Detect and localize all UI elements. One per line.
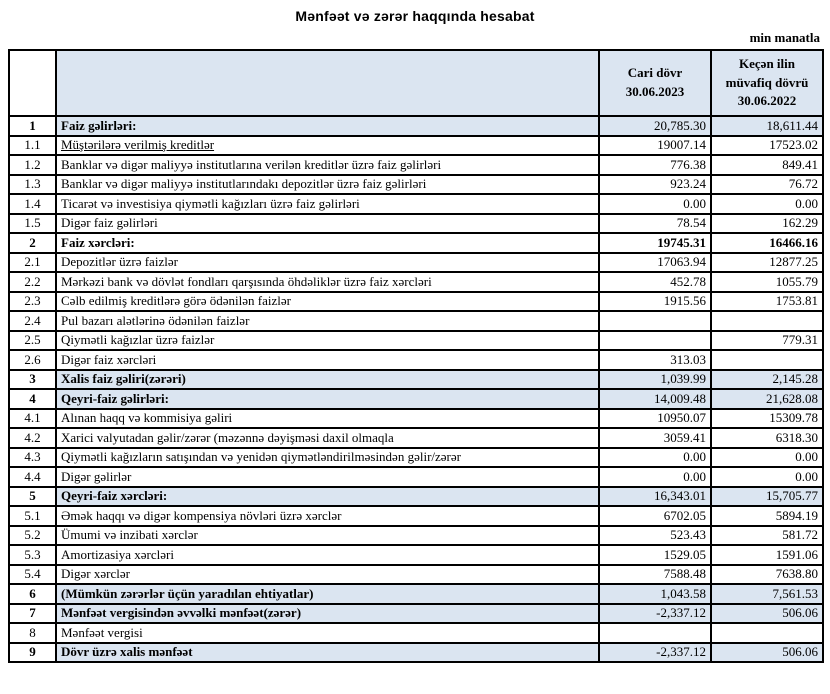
value-previous-cell: 506.06 xyxy=(711,604,823,624)
value-current-cell xyxy=(599,331,711,351)
value-previous-cell: 506.06 xyxy=(711,643,823,663)
value-previous-cell: 6318.30 xyxy=(711,428,823,448)
value-previous-cell: 15,705.77 xyxy=(711,487,823,507)
row-number-cell: 5 xyxy=(9,487,56,507)
value-current-cell: 1915.56 xyxy=(599,292,711,312)
row-label-cell: Faiz xərcləri: xyxy=(56,233,599,253)
value-current-cell: 78.54 xyxy=(599,214,711,234)
value-current-cell: 0.00 xyxy=(599,448,711,468)
value-previous-cell: 779.31 xyxy=(711,331,823,351)
value-previous-cell: 5894.19 xyxy=(711,506,823,526)
row-label-cell: Dövr üzrə xalis mənfəət xyxy=(56,643,599,663)
row-number-cell: 2.5 xyxy=(9,331,56,351)
table-row xyxy=(9,584,823,604)
value-current-cell: 7588.48 xyxy=(599,565,711,585)
table-row xyxy=(9,487,823,507)
value-previous-cell: 162.29 xyxy=(711,214,823,234)
row-number-cell: 5.1 xyxy=(9,506,56,526)
table-row xyxy=(9,604,823,624)
value-previous-cell: 16466.16 xyxy=(711,233,823,253)
table-row xyxy=(9,194,823,214)
value-current-cell: 452.78 xyxy=(599,272,711,292)
value-current-cell: 523.43 xyxy=(599,526,711,546)
value-current-cell: 1,039.99 xyxy=(599,370,711,390)
row-number-cell: 1.1 xyxy=(9,136,56,156)
value-previous-cell: 7638.80 xyxy=(711,565,823,585)
row-number-cell: 2.2 xyxy=(9,272,56,292)
row-label-cell: Ümumi və inzibati xərclər xyxy=(56,526,599,546)
row-label-cell: Banklar və digər maliyyə institutlarına verilən kreditlər üzrə faiz gəlirləri xyxy=(56,155,599,175)
header-label-cell xyxy=(56,50,599,116)
row-number-cell: 6 xyxy=(9,584,56,604)
value-previous-cell: 21,628.08 xyxy=(711,389,823,409)
row-label-cell: Qeyri-faiz gəlirləri: xyxy=(56,389,599,409)
value-current-cell: 3059.41 xyxy=(599,428,711,448)
value-current-cell: 0.00 xyxy=(599,467,711,487)
value-current-cell xyxy=(599,311,711,331)
value-current-cell: -2,337.12 xyxy=(599,643,711,663)
value-previous-cell: 17523.02 xyxy=(711,136,823,156)
row-label-cell: Digər faiz xərcləri xyxy=(56,350,599,370)
table-row xyxy=(9,409,823,429)
table-row xyxy=(9,350,823,370)
value-current-cell: 776.38 xyxy=(599,155,711,175)
value-previous-cell xyxy=(711,350,823,370)
value-previous-cell xyxy=(711,623,823,643)
table-row xyxy=(9,214,823,234)
row-label-cell: Müştərilərə verilmiş kreditlər xyxy=(56,136,599,156)
row-label-cell: Mərkəzi bank və dövlət fondları qarşısında öhdəliklər üzrə faiz xərcləri xyxy=(56,272,599,292)
row-label-cell: Digər xərclər xyxy=(56,565,599,585)
table-row xyxy=(9,233,823,253)
row-number-cell: 4.2 xyxy=(9,428,56,448)
value-previous-cell: 12877.25 xyxy=(711,253,823,273)
value-previous-cell: 0.00 xyxy=(711,467,823,487)
value-previous-cell: 15309.78 xyxy=(711,409,823,429)
table-row xyxy=(9,428,823,448)
header-line: 30.06.2023 xyxy=(625,84,685,99)
value-current-cell: 923.24 xyxy=(599,175,711,195)
row-label-cell: Cəlb edilmiş kreditlərə görə ödənilən faizlər xyxy=(56,292,599,312)
row-number-cell: 2 xyxy=(9,233,56,253)
value-current-cell: 1,043.58 xyxy=(599,584,711,604)
table-row xyxy=(9,643,823,663)
row-label-cell: Xarici valyutadan gəlir/zərər (məzənnə dəyişməsi daxil olmaqla xyxy=(56,428,599,448)
table-row xyxy=(9,565,823,585)
row-label-cell: (Mümkün zərərlər üçün yaradılan ehtiyatlar) xyxy=(56,584,599,604)
header-number-cell xyxy=(9,50,56,116)
table-row xyxy=(9,175,823,195)
table-header-row xyxy=(9,50,823,116)
table-row xyxy=(9,506,823,526)
value-previous-cell: 581.72 xyxy=(711,526,823,546)
value-previous-cell xyxy=(711,311,823,331)
table-row xyxy=(9,526,823,546)
header-line: 30.06.2022 xyxy=(737,93,797,109)
row-label-cell: Pul bazarı alətlərinə ödənilən faizlər xyxy=(56,311,599,331)
value-previous-cell: 0.00 xyxy=(711,448,823,468)
row-number-cell: 1.2 xyxy=(9,155,56,175)
row-label-cell: Alınan haqq və kommisiya gəliri xyxy=(56,409,599,429)
row-label-cell: Digər faiz gəlirləri xyxy=(56,214,599,234)
row-label-cell: Xalis faiz gəliri(zərəri) xyxy=(56,370,599,390)
table-row xyxy=(9,467,823,487)
value-previous-cell: 849.41 xyxy=(711,155,823,175)
table-row xyxy=(9,136,823,156)
profit-loss-table xyxy=(8,49,824,663)
row-label-cell: Mənfəət vergisi xyxy=(56,623,599,643)
row-number-cell: 2.4 xyxy=(9,311,56,331)
row-label-cell: Amortizasiya xərcləri xyxy=(56,545,599,565)
row-number-cell: 2.6 xyxy=(9,350,56,370)
table-row xyxy=(9,272,823,292)
value-current-cell: 0.00 xyxy=(599,194,711,214)
table-row xyxy=(9,389,823,409)
row-number-cell: 8 xyxy=(9,623,56,643)
row-number-cell: 1 xyxy=(9,116,56,136)
table-row xyxy=(9,116,823,136)
header-line: Cari dövr xyxy=(627,65,683,81)
row-number-cell: 5.3 xyxy=(9,545,56,565)
row-number-cell: 4 xyxy=(9,389,56,409)
value-current-cell: 20,785.30 xyxy=(599,116,711,136)
table-row xyxy=(9,448,823,468)
header-current-period xyxy=(599,50,711,116)
unit-note: min manatla xyxy=(749,30,820,45)
row-label-cell: Ticarət və investisiya qiymətli kağızları üzrə faiz gəlirləri xyxy=(56,194,599,214)
value-current-cell: 16,343.01 xyxy=(599,487,711,507)
page-title: Mənfəət və zərər haqqında hesabat xyxy=(295,8,535,24)
table-row xyxy=(9,253,823,273)
row-label-cell: Banklar və digər maliyyə institutlarındakı depozitlər üzrə faiz gəlirləri xyxy=(56,175,599,195)
value-current-cell: 17063.94 xyxy=(599,253,711,273)
row-label-cell: Mənfəət vergisindən əvvəlki mənfəət(zərər) xyxy=(56,604,599,624)
row-label-cell: Qiymətli kağızların satışından və yenidən qiymətləndirilməsindən gəlir/zərər xyxy=(56,448,599,468)
row-number-cell: 1.3 xyxy=(9,175,56,195)
value-current-cell xyxy=(599,623,711,643)
row-number-cell: 5.4 xyxy=(9,565,56,585)
table-row xyxy=(9,623,823,643)
table-row xyxy=(9,311,823,331)
table-row xyxy=(9,292,823,312)
header-previous-period xyxy=(711,50,823,116)
table-row xyxy=(9,331,823,351)
value-previous-cell: 1055.79 xyxy=(711,272,823,292)
row-label-cell: Əmək haqqı və digər kompensiya növləri üzrə xərclər xyxy=(56,506,599,526)
row-label-cell: Qeyri-faiz xərcləri: xyxy=(56,487,599,507)
row-label-cell: Depozitlər üzrə faizlər xyxy=(56,253,599,273)
value-current-cell: -2,337.12 xyxy=(599,604,711,624)
value-current-cell: 10950.07 xyxy=(599,409,711,429)
table-row xyxy=(9,545,823,565)
value-current-cell: 1529.05 xyxy=(599,545,711,565)
table-row xyxy=(9,370,823,390)
header-line: müvafiq dövrü xyxy=(725,74,809,90)
value-current-cell: 19745.31 xyxy=(599,233,711,253)
value-current-cell: 6702.05 xyxy=(599,506,711,526)
row-number-cell: 9 xyxy=(9,643,56,663)
value-previous-cell: 76.72 xyxy=(711,175,823,195)
value-current-cell: 19007.14 xyxy=(599,136,711,156)
header-line: Keçən ilin xyxy=(739,55,795,71)
row-number-cell: 4.4 xyxy=(9,467,56,487)
row-number-cell: 4.1 xyxy=(9,409,56,429)
value-previous-cell: 1591.06 xyxy=(711,545,823,565)
table-row xyxy=(9,155,823,175)
row-label-cell: Digər gəlirlər xyxy=(56,467,599,487)
row-number-cell: 3 xyxy=(9,370,56,390)
row-number-cell: 2.1 xyxy=(9,253,56,273)
value-previous-cell: 0.00 xyxy=(711,194,823,214)
row-label-cell: Qiymətli kağızlar üzrə faizlər xyxy=(56,331,599,351)
value-current-cell: 14,009.48 xyxy=(599,389,711,409)
row-number-cell: 2.3 xyxy=(9,292,56,312)
row-number-cell: 7 xyxy=(9,604,56,624)
value-previous-cell: 1753.81 xyxy=(711,292,823,312)
row-label-cell: Faiz gəlirləri: xyxy=(56,116,599,136)
value-current-cell: 313.03 xyxy=(599,350,711,370)
row-number-cell: 1.5 xyxy=(9,214,56,234)
row-number-cell: 5.2 xyxy=(9,526,56,546)
row-number-cell: 4.3 xyxy=(9,448,56,468)
value-previous-cell: 7,561.53 xyxy=(711,584,823,604)
value-previous-cell: 2,145.28 xyxy=(711,370,823,390)
row-number-cell: 1.4 xyxy=(9,194,56,214)
value-previous-cell: 18,611.44 xyxy=(711,116,823,136)
